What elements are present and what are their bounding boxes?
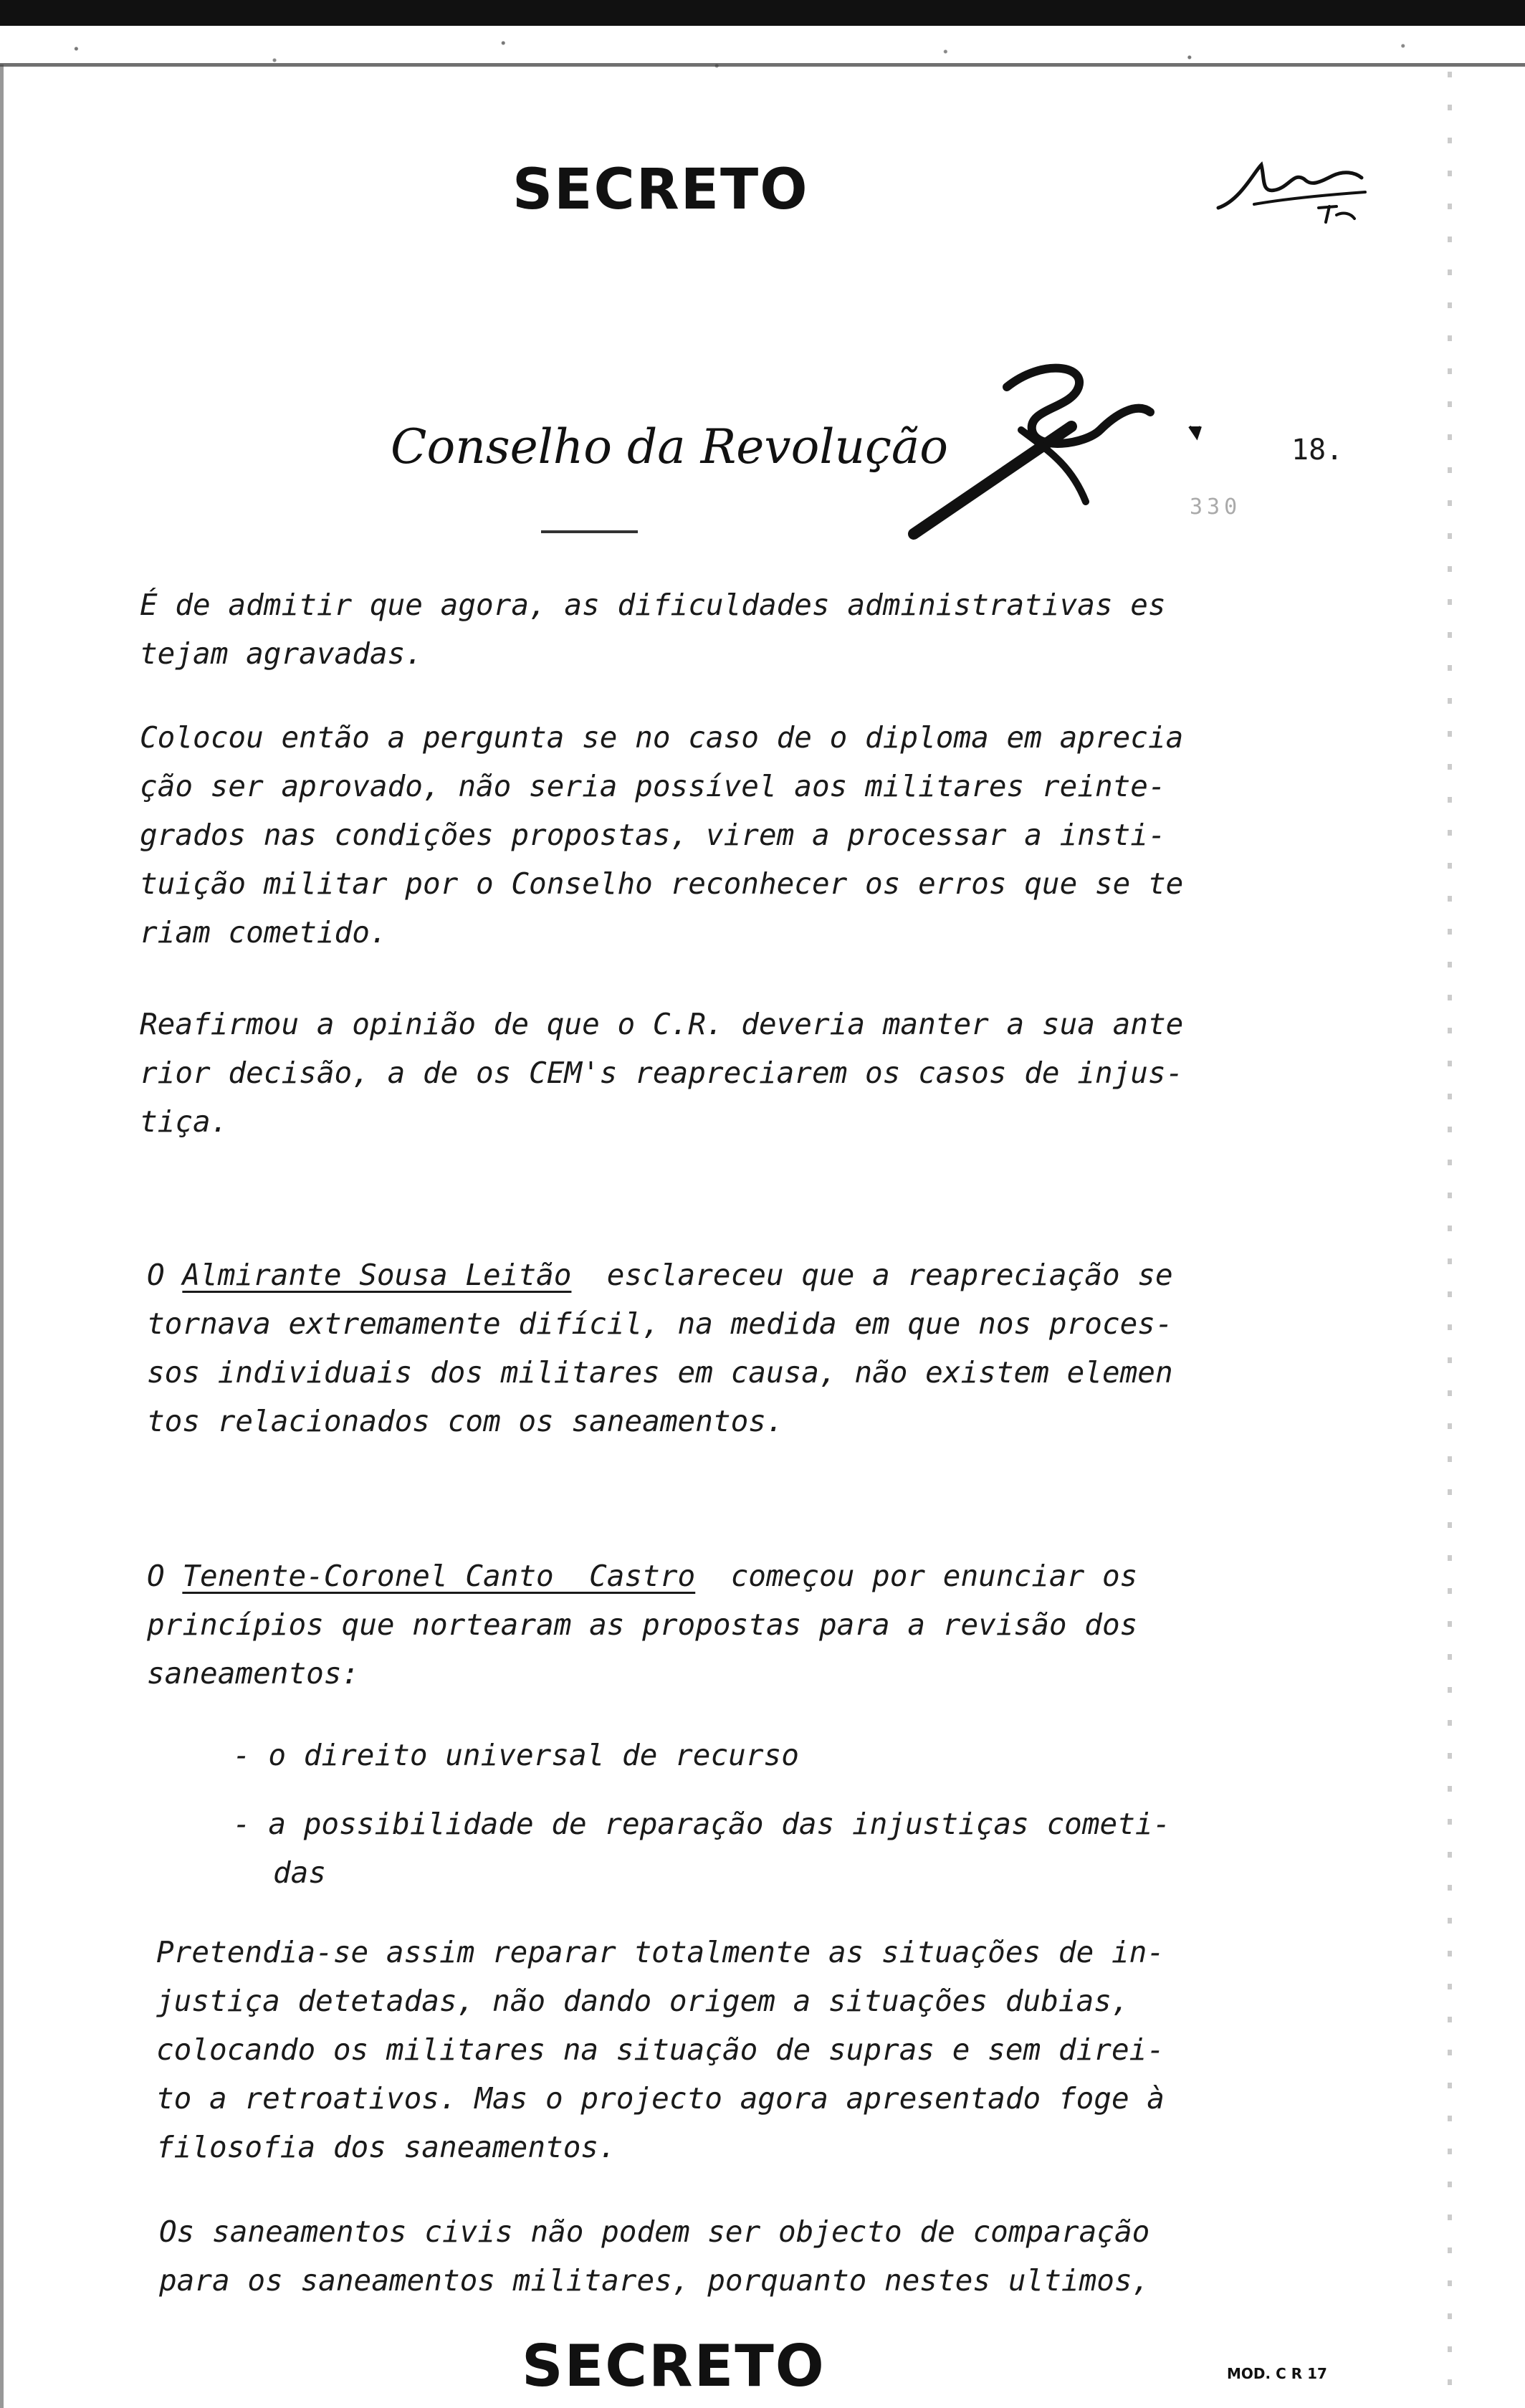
faint-reference-number: 330 [1190, 494, 1242, 520]
text-line: colocando os militares na situação de supras e sem direi- [156, 2032, 1165, 2067]
text-line: grados nas condições propostas, virem a processar a insti- [140, 818, 1166, 852]
page-right-edge [1448, 72, 1452, 2394]
text-line: rior decisão, a de os CEM's reapreciarem os casos de injus- [140, 1056, 1184, 1090]
paragraph-2 [140, 713, 1183, 957]
text-line: princípios que nortearam as propostas para a revisão dos [147, 1607, 1138, 1642]
list-item: - o direito universal de recurso [233, 1738, 799, 1772]
text-line: riam cometido. [140, 915, 388, 950]
text-line: tejam agravadas. [140, 636, 423, 671]
form-code: MOD. C R 17 [1227, 2365, 1327, 2382]
signature-initials-top-right [1211, 150, 1383, 236]
text-line [147, 1251, 1173, 1299]
text-line: ção ser aprovado, não seria possível aos militares reinte- [140, 769, 1166, 803]
classification-stamp-footer: SECRETO [522, 2333, 826, 2399]
scan-noise [0, 26, 1525, 83]
paragraph-3 [140, 1000, 1183, 1146]
text-prefix: O [147, 1559, 183, 1593]
title-divider [541, 530, 638, 533]
text-line: justiça detetadas, não dando origem a situações dubias, [156, 1984, 1129, 2018]
text-line: tornava extremamente difícil, na medida em que nos proces- [147, 1306, 1173, 1341]
page-number: 18. [1291, 434, 1344, 467]
text-rest: começou por enunciar os [695, 1559, 1138, 1593]
paragraph-6 [156, 1928, 1165, 2172]
text-line: tos relacionados com os saneamentos. [147, 1404, 784, 1438]
classification-stamp-header: SECRETO [512, 158, 809, 222]
speaker-name: Almirante Sousa Leitão [182, 1258, 572, 1292]
text-line: para os saneamentos militares, porquanto nestes ultimos, [159, 2263, 1150, 2298]
text-line: Os saneamentos civis não podem ser objecto de comparação [159, 2214, 1150, 2249]
text-line: tuição militar por o Conselho reconhecer os erros que se te [140, 866, 1184, 901]
text-line: Pretendia-se assim reparar totalmente as situações de in- [156, 1935, 1165, 1969]
text-line: Reafirmou a opinião de que o C.R. deveria manter a sua ante [140, 1007, 1184, 1041]
scan-top-band [0, 0, 1525, 26]
text-line: É de admitir que agora, as dificuldades administrativas es [140, 588, 1166, 622]
signature-large-initials [907, 358, 1208, 545]
text-line: to a retroativos. Mas o projecto agora apresentado foge à [156, 2081, 1165, 2116]
paragraph-7 [159, 2207, 1149, 2305]
bullet-list [233, 1731, 1170, 1897]
text-line: filosofia dos saneamentos. [156, 2130, 616, 2164]
text-line: sos individuais dos militares em causa, não existem elemen [147, 1355, 1173, 1390]
page-left-edge [0, 64, 4, 2408]
text-line [147, 1552, 1137, 1600]
paragraph-1 [140, 580, 1166, 678]
scan-top-rule [0, 63, 1525, 67]
list-item: - a possibilidade de reparação das injustiças cometi- [233, 1807, 1171, 1841]
text-line: saneamentos: [147, 1656, 360, 1691]
paragraph-5 [147, 1552, 1137, 1698]
text-line: tiça. [140, 1104, 229, 1139]
council-title: Conselho da Revolução [391, 419, 949, 474]
speaker-name: Tenente-Coronel Canto Castro [182, 1559, 696, 1593]
text-prefix: O [147, 1258, 183, 1292]
list-item-continuation: das [273, 1855, 327, 1890]
paragraph-4 [147, 1251, 1173, 1446]
text-rest: esclareceu que a reapreciação se [571, 1258, 1173, 1292]
text-line: Colocou então a pergunta se no caso de o diploma em aprecia [140, 720, 1184, 755]
